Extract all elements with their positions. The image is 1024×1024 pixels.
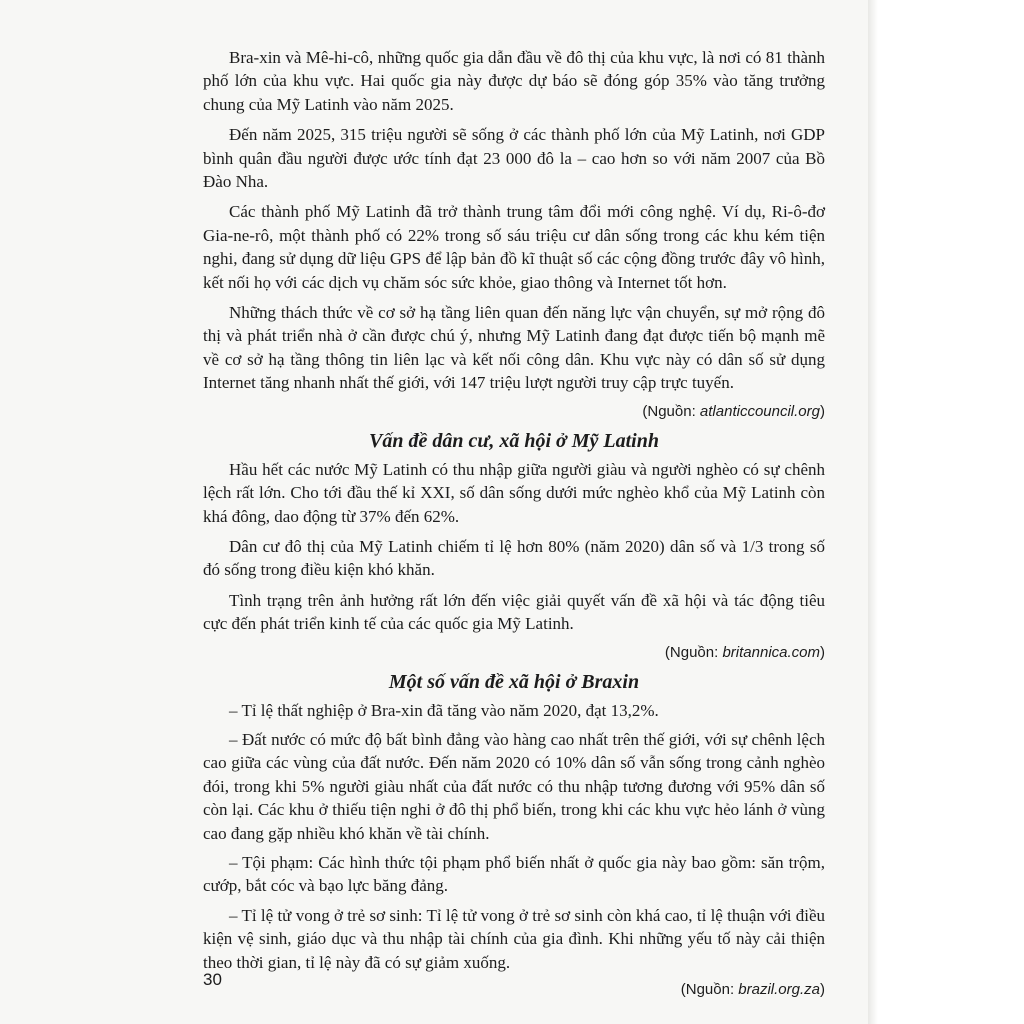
section-heading: Một số vấn đề xã hội ở Braxin: [388, 670, 640, 693]
page-content: [203, 46, 825, 1006]
source-citation: [203, 402, 825, 422]
section-heading: Vấn đề dân cư, xã hội ở Mỹ Latinh: [369, 429, 659, 452]
source-name: atlanticcouncil.org: [699, 402, 820, 420]
source-prefix: (Nguồn:: [680, 981, 739, 998]
source-citation: [203, 980, 825, 1000]
page-edge: [868, 0, 878, 1024]
bullet-item: – Tội phạm: Các hình thức tội phạm phổ biến nhất ở quốc gia này bao gồm: săn trộm, cướp, bắt cóc và bạo lực băng đảng.: [203, 852, 825, 896]
source-name: brazil.org.za: [738, 981, 820, 998]
paragraph: Đến năm 2025, 315 triệu người sẽ sống ở các thành phố lớn của Mỹ Latinh, nơi GDP bình quân đầu người được ước tính đạt 23 000 đô la – cao hơn so với năm 2007 của Bồ Đào Nha.: [203, 125, 825, 192]
bullet-item: – Tỉ lệ tử vong ở trẻ sơ sinh: Tỉ lệ tử vong ở trẻ sơ sinh còn khá cao, tỉ lệ thuận với điều kiện vệ sinh, giáo dục và thu nhập tài chính của gia đình. Khi những yếu tố này cải thiện theo thời gian, tỉ lệ này đã có sự giảm xuống.: [203, 905, 825, 972]
paragraph: Tình trạng trên ảnh hưởng rất lớn đến việc giải quyết vấn đề xã hội và tác động tiêu cực đến phát triển kinh tế của các quốc gia Mỹ Latinh.: [203, 590, 825, 634]
paragraph: Dân cư đô thị của Mỹ Latinh chiếm tỉ lệ hơn 80% (năm 2020) dân số và 1/3 trong số đó sống trong điều kiện khó khăn.: [203, 536, 825, 580]
source-citation: [203, 643, 825, 663]
source-name: britannica.com: [722, 643, 820, 661]
bullet-item: – Đất nước có mức độ bất bình đẳng vào hàng cao nhất trên thế giới, với sự chênh lệch cao giữa các vùng của đất nước. Đến năm 2020 có 10% dân số vẫn sống trong cảnh nghèo đói, trong khi 5% người giàu nhất của đất nước có thu nhập tương đương với 95% dân số còn lại. Các khu ở thiếu tiện nghi ở đô thị phổ biến, trong khi các khu vực hẻo lánh ở vùng cao đang gặp nhiều khó khăn về tài chính.: [203, 729, 825, 843]
page-number: 30: [203, 970, 222, 989]
source-suffix: ): [820, 402, 825, 420]
paragraph: Hầu hết các nước Mỹ Latinh có thu nhập giữa người giàu và người nghèo có sự chênh lệch rất lớn. Cho tới đầu thế kỉ XXI, số dân sống dưới mức nghèo khổ của Mỹ Latinh còn khá đông, dao động từ 37% đến 62%.: [203, 459, 825, 526]
paragraph: Các thành phố Mỹ Latinh đã trở thành trung tâm đổi mới công nghệ. Ví dụ, Ri-ô-đơ Gia-ne-rô, một thành phố có 22% trong số sáu triệu cư dân sống trong các khu kém tiện nghi, đang sử dụng dữ liệu GPS để lập bản đồ kĩ thuật số các cộng đồng trước đây vô hình, kết nối họ với các dịch vụ chăm sóc sức khỏe, giao thông và Internet tốt hơn.: [203, 202, 825, 292]
paragraph: Bra-xin và Mê-hi-cô, những quốc gia dẫn đầu về đô thị của khu vực, là nơi có 81 thành phố lớn của khu vực. Hai quốc gia này được dự báo sẽ đóng góp 35% vào tăng trưởng chung của Mỹ Latinh vào năm 2025.: [203, 48, 825, 114]
source-suffix: ): [820, 981, 825, 998]
source-suffix: ): [820, 643, 825, 661]
paragraph: Những thách thức về cơ sở hạ tầng liên quan đến năng lực vận chuyển, sự mở rộng đô thị và phát triển nhà ở cần được chú ý, nhưng Mỹ Latinh đang đạt được tiến bộ mạnh mẽ về cơ sở hạ tầng thông tin liên lạc và kết nối công dân. Khu vực này có dân số sử dụng Internet tăng nhanh nhất thế giới, với 147 triệu lượt người truy cập trực tuyến.: [203, 303, 825, 393]
source-prefix: (Nguồn:: [642, 402, 700, 420]
source-prefix: (Nguồn:: [664, 643, 723, 661]
bullet-item: – Tỉ lệ thất nghiệp ở Bra-xin đã tăng vào năm 2020, đạt 13,2%.: [229, 700, 659, 720]
